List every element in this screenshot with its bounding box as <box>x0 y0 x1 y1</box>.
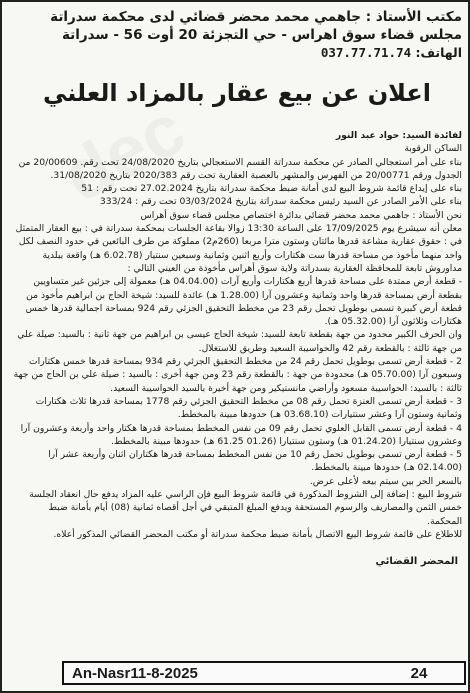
contact-paragraph: للاطلاع على قائمة شروط البيع الاتصال بأمانة ضبط محكمة سدراتة أو مكتب المحضر القضائي المذكور أعلاه. <box>53 528 462 540</box>
page-number: 24 <box>410 664 428 682</box>
parcel-1-paragraph: - قطعة أرض ممتدة على مساحة قدرها أربع هكتارات وأربع آرات (04.04.00 هـ) معمولة إلى جزئين غير متساويين بقطعة أرض بمساحة قدرها واحد وثمانية وعشرون آرا (1.28.00 هـ) عائدة للسيد: شيخة الحاج بن ابراهيم مأخوذ من قطعة أرض كبيرة تسمى بوطويل تحمل رقم 23 من مخطط التحقيق الجزئي رقم 924 بمساحة اجمالية قدرها خمس هكتارات وثلاثون آرا (05.32.00 هـ). <box>25 276 462 328</box>
parcel-2-paragraph: 2 - قطعة أرض تسمى بوطويل تحمل رقم 24 من مخطط التحقيق الجزئي رقم 934 بمساحة قدرها خمس هكتارات وسبعون آرا (05.70.00 هـ) محدودة من جهة : بالقطعة رقم 23 ومن جهة أخرى : بالسيد : صيلة علي بن الحاج من جهة ثالثة : بالسيد: الحواسيبة مسعود وأراضي مانستيكير ومن جهة أخيرة بالسيد الحواسيبة السعيد. <box>13 356 462 394</box>
phone-line <box>12 44 462 61</box>
residence-line: الساكن الرقوبة <box>404 143 462 155</box>
signature: المحضر القضائي <box>375 556 458 568</box>
parcel-3-paragraph: 3 - قطعة أرض تسمى العنزة تحمل رقم 08 من مخطط التحقيق الجزئي رقم 1778 بمساحة قدرها ثلاث هكتارات وثمانية وستون آرا وعشر سنتيارات (03.68.10 هـ) حدودها مبينة بالمخطط. <box>35 395 462 421</box>
auction-announcement <box>12 6 462 646</box>
sale-date-paragraph: معلن أنه سيشرع يوم 17/09/2025 على الساعة 13:30 زوالا بقاعة الجلسات بمحكمة سدراتة في : بيع العقار المتمثل في : حقوق عقارية مشاعة قدرها مائتان وستون مترا مربعا (260م2) مملوكة من طرف البائعين في حدود النصف لكل واحد منهما مأخوذ من مساحة قدرها ست هكتارات وأربع اثنين وثمانية وسبعين سنتيار (6.02.78 هـ) واقعة ببلدية مداوروش تابعة للمحافظة العقارية بسدراتة ولاية سوق أهراس مأخوذة من العيني التالي : <box>15 223 462 274</box>
newspaper-reference: An-Nasr11-8-2025 <box>72 664 198 682</box>
parcel-4-paragraph: 4 - قطعة أرض تسمى القابل العلوي تحمل رقم 09 من نفس المخطط بمساحة قدرها هكتار واحد وأربعة وعشرون آرا وعشرون سنتيارا (01.24.20 هـ) وستون سنتيارا (01.26 61.25 هـ) حدودها مبينة بالمخطط. <box>20 422 462 447</box>
bailiff-statement: نحن الأستاذ : جاهمي محمد محضر قضائي بدائرة اختصاص مجلس قضاء سوق أهراس <box>140 209 462 221</box>
president-order-paragraph: بناء على الأمر الصادر عن السيد رئيس محكمة سدراتة بتاريخ 03/03/2024 تحت رقم : 333/24 <box>99 196 462 208</box>
price-paragraph: بالسعر الحر بين سيتم بيعه لأعلى عرض. <box>309 475 462 487</box>
conditions-deposit-paragraph: بناء على إيداع قائمة شروط البيع لدى أمانة ضبط محكمة سدراتة بتاريخ 27.02.2024 تحت رقم : 51 <box>81 183 462 195</box>
bailiff-office-address: مجلس قضاء سوق اهراس - حي التجزئة 20 أوت 56 - سدراتة <box>61 27 462 43</box>
announcement-body <box>12 129 462 569</box>
sale-conditions-paragraph: شروط البيع : إضافة إلى الشروط المذكورة في قائمة شروط البيع فإن الراسي عليه المزاد يدفع حال انعقاد الجلسة خمس الثمن والمصاريف والرسوم المستحقة ويدفع المبلغ المتبقي في أجل أقصاه ثمانية (08) أيام بأمانة ضبط المحكمة. <box>29 489 462 527</box>
phone-label: الهاتف: <box>415 45 462 60</box>
court-order-paragraph: بناء على أمر استعجالي الصادر عن محكمة سدراتة القسم الاستعجالي بتاريخ 24/08/2020 تحت رقم. 20/00609 من الجدول ورقم 20/00771 من الفهرس والمشهر بالعصبة العقارية تحت رقم 2020/383 بتاريخ 31/08/2020. <box>18 156 462 181</box>
bailiff-office-name: مكتب الأستاذ : جاهمي محمد محضر قضائي لدى محكمة سدراتة <box>50 9 462 25</box>
announcement-title: اعلان عن بيع عقار بالمزاد العلني <box>42 79 432 107</box>
parcel-5-paragraph: 5 - قطعة أرض تسمى بوطويل تحمل رقم 10 من نفس المخطط بمساحة قدرها هكتاران اثنان وأربعة عشر آرا (02.14.00 هـ) حدودها مبينة بالمخطط. <box>48 449 462 474</box>
phone-number: 037.77.71.74 <box>320 45 412 60</box>
parcel-1-boundaries: وان الحرف الكبير محدود من جهة بقطعة تابعة للسيد: شيخة الحاج عيسى بن ابراهيم من جهة ثانية : بالسيد: صيلة علي من جهة ثالثة : بالقطعة رقم 42 والحواسيبة السعيد وطريق للاستغلال. <box>17 329 462 354</box>
beneficiary-line: لفائدة السيد: حواد عبد النور <box>335 130 462 141</box>
footer-bar <box>62 661 466 685</box>
